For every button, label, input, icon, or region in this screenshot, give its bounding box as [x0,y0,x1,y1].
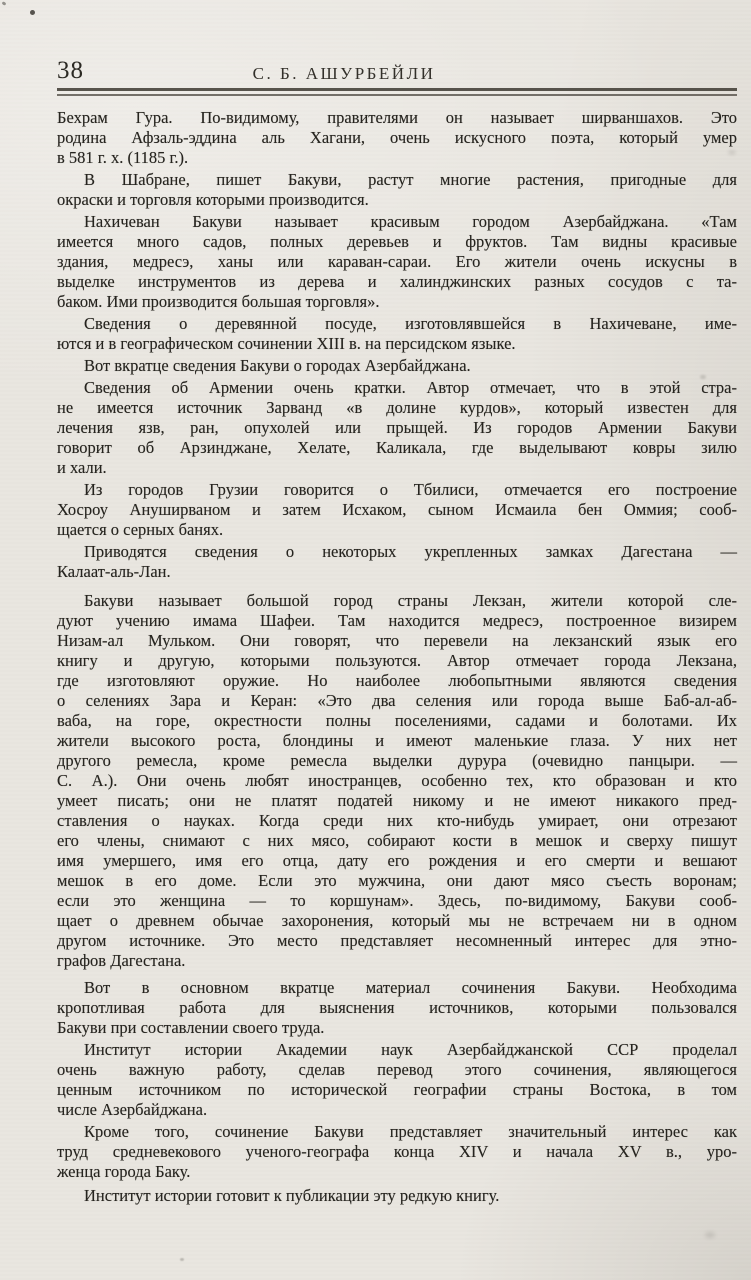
text-line: лечения язв, ран, опухолей или прыщей. Из городов Армении Бакуви [57,418,737,437]
text-line: щается о серных банях. [57,520,224,539]
text-line: С. А.). Они очень любят иностранцев, особенно тех, кто образован и кто [57,771,737,790]
text-line: числе Азербайджана. [57,1100,208,1119]
text-line: графов Дагестана. [57,951,186,970]
paragraph [57,356,737,376]
text-line: ются и в географическом сочинении XIII в. на персидском языке. [57,334,516,353]
text-line: Вот вкратце сведения Бакуви о городах Азербайджана. [84,356,471,375]
paragraph [57,170,737,210]
paragraph [57,378,737,478]
text-line: ставления о науках. Когда среди них кто-нибудь умирает, они отрезают [57,811,737,830]
page-number: 38 [57,57,84,84]
text-line: Сведения об Армении очень кратки. Автор отмечает, что в этой стра- [84,378,737,397]
text-line: Кроме того, сочинение Бакуви представляет значительный интерес как [84,1122,737,1141]
text-line: Сведения о деревянной посуде, изготовлявшейся в Нахичеване, име- [84,314,737,333]
text-line: другом источнике. Это место представляет несомненный интерес для этно- [57,931,737,950]
text-line: Институт истории Академии наук Азербайджанской ССР проделал [84,1040,737,1059]
header-rule [57,88,737,96]
scan-speck [180,1258,184,1261]
text-line: Вот в основном вкратце материал сочинения Бакуви. Необходима [84,978,737,997]
text-line: книгу и другую, которыми пользуются. Автор отмечает города Лекзана, [57,651,737,670]
paragraph [57,591,737,971]
text-line: Приводятся сведения о некоторых укрепленных замках Дагестана — [84,542,737,561]
paragraph [57,978,737,1038]
text-line: Калаат-аль-Лан. [57,562,171,581]
paragraph [57,1186,737,1206]
paragraph [57,314,737,354]
scan-speck [705,1232,715,1238]
text-line: В Шабране, пишет Бакуви, растут многие растения, пригодные для [84,170,737,189]
text-line: имеется много садов, полных деревьев и фруктов. Там видны красивые [57,232,737,251]
text-line: баком. Ими производится большая торговля». [57,292,380,311]
text-line: умеет писать; они не платят податей никому и не имеют никакого пред- [57,791,737,810]
text-line: родина Афзаль-эддина аль Хагани, очень искусного поэта, который умер [57,128,737,147]
text-line: если это женщина — то коршунам». Здесь, по-видимому, Бакуви сооб- [57,891,737,910]
text-line: Хосроу Ануширваном и затем Исхаком, сыном Исмаила бен Оммия; сооб- [57,500,737,519]
text-line: в 581 г. х. (1185 г.). [57,148,189,167]
text-line: о селениях Зара и Керан: «Это два селения или города выше Баб-ал-аб- [57,691,737,710]
text-line: очень важную работу, сделав перевод этого сочинения, являющегося [57,1060,737,1079]
text-line: и хали. [57,458,107,477]
text-line: здания, медресэ, ханы или караван-сараи. Его жители очень искусны в [57,252,737,271]
paragraph [57,1040,737,1120]
page-header [57,58,737,88]
paragraph [57,542,737,582]
text-line: ценным источником по исторической географии страны Востока, в том [57,1080,737,1099]
text-line: ваба, на горе, окрестности полны поселениями, садами и болотами. Их [57,711,737,730]
paragraph [57,212,737,312]
text-line: где изготовляют оружие. Но наиболее любопытными являются сведения [57,671,737,690]
text-line: Бакуви называет большой город страны Лекзан, жители которой сле- [84,591,737,610]
text-line: щает о древнем обычае захоронения, который мы не встречаем ни в одном [57,911,737,930]
paragraph [57,108,737,168]
text-line: дуют учению имама Шафеи. Там находится медресэ, построенное визирем [57,611,737,630]
paragraph [57,480,737,540]
paragraph [57,1122,737,1182]
text-line: говорит об Арзинджане, Хелате, Каликала, где выделывают ковры зилю [57,438,737,457]
text-line: Нахичеван Бакуви называет красивым городом Азербайджана. «Там [84,212,737,231]
text-line: окраски и торговля которыми производится. [57,190,369,209]
scan-speck [2,1,7,6]
scan-speck [700,375,706,379]
text-line: Институт истории готовит к публикации эту редкую книгу. [84,1186,500,1205]
text-line: жители высокого роста, блондины и имеют маленькие глаза. У них нет [57,731,737,750]
text-line: его члены, снимают с них мясо, собирают кости в мешок и сверху пишут [57,831,737,850]
running-title: С. Б. АШУРБЕЙЛИ [252,64,436,83]
text-line: мешок в его доме. Если это мужчина, они дают мясо съесть воронам; [57,871,737,890]
text-line: не имеется источник Зарванд «в долине курдов», который известен для [57,398,737,417]
text-line: Бакуви при составлении своего труда. [57,1018,325,1037]
text-line: выделке инструментов из дерева и халинджинских разных сосудов с та- [57,272,737,291]
text-line: Из городов Грузии говорится о Тбилиси, отмечается его построение [84,480,737,499]
scan-speck [728,150,736,155]
scan-speck [30,10,35,15]
text-line: другого ремесла, кроме ремесла выделки дурура (очевидно панцыри. — [57,751,737,770]
text-line: имя умершего, имя его отца, дату его рождения и его смерти и вешают [57,851,737,870]
text-line: труд средневекового ученого-географа конца XIV и начала XV в., уро- [57,1142,737,1161]
text-line: Низам-ал Мульком. Они говорят, что перевели на лекзанский язык его [57,631,737,650]
text-line: женца города Баку. [57,1162,191,1181]
text-line: кропотливая работа для выяснения источников, которыми пользовался [57,998,737,1017]
page-body [57,108,737,1206]
text-line: Бехрам Гура. По-видимому, правителями он называет ширваншахов. Это [57,108,737,127]
